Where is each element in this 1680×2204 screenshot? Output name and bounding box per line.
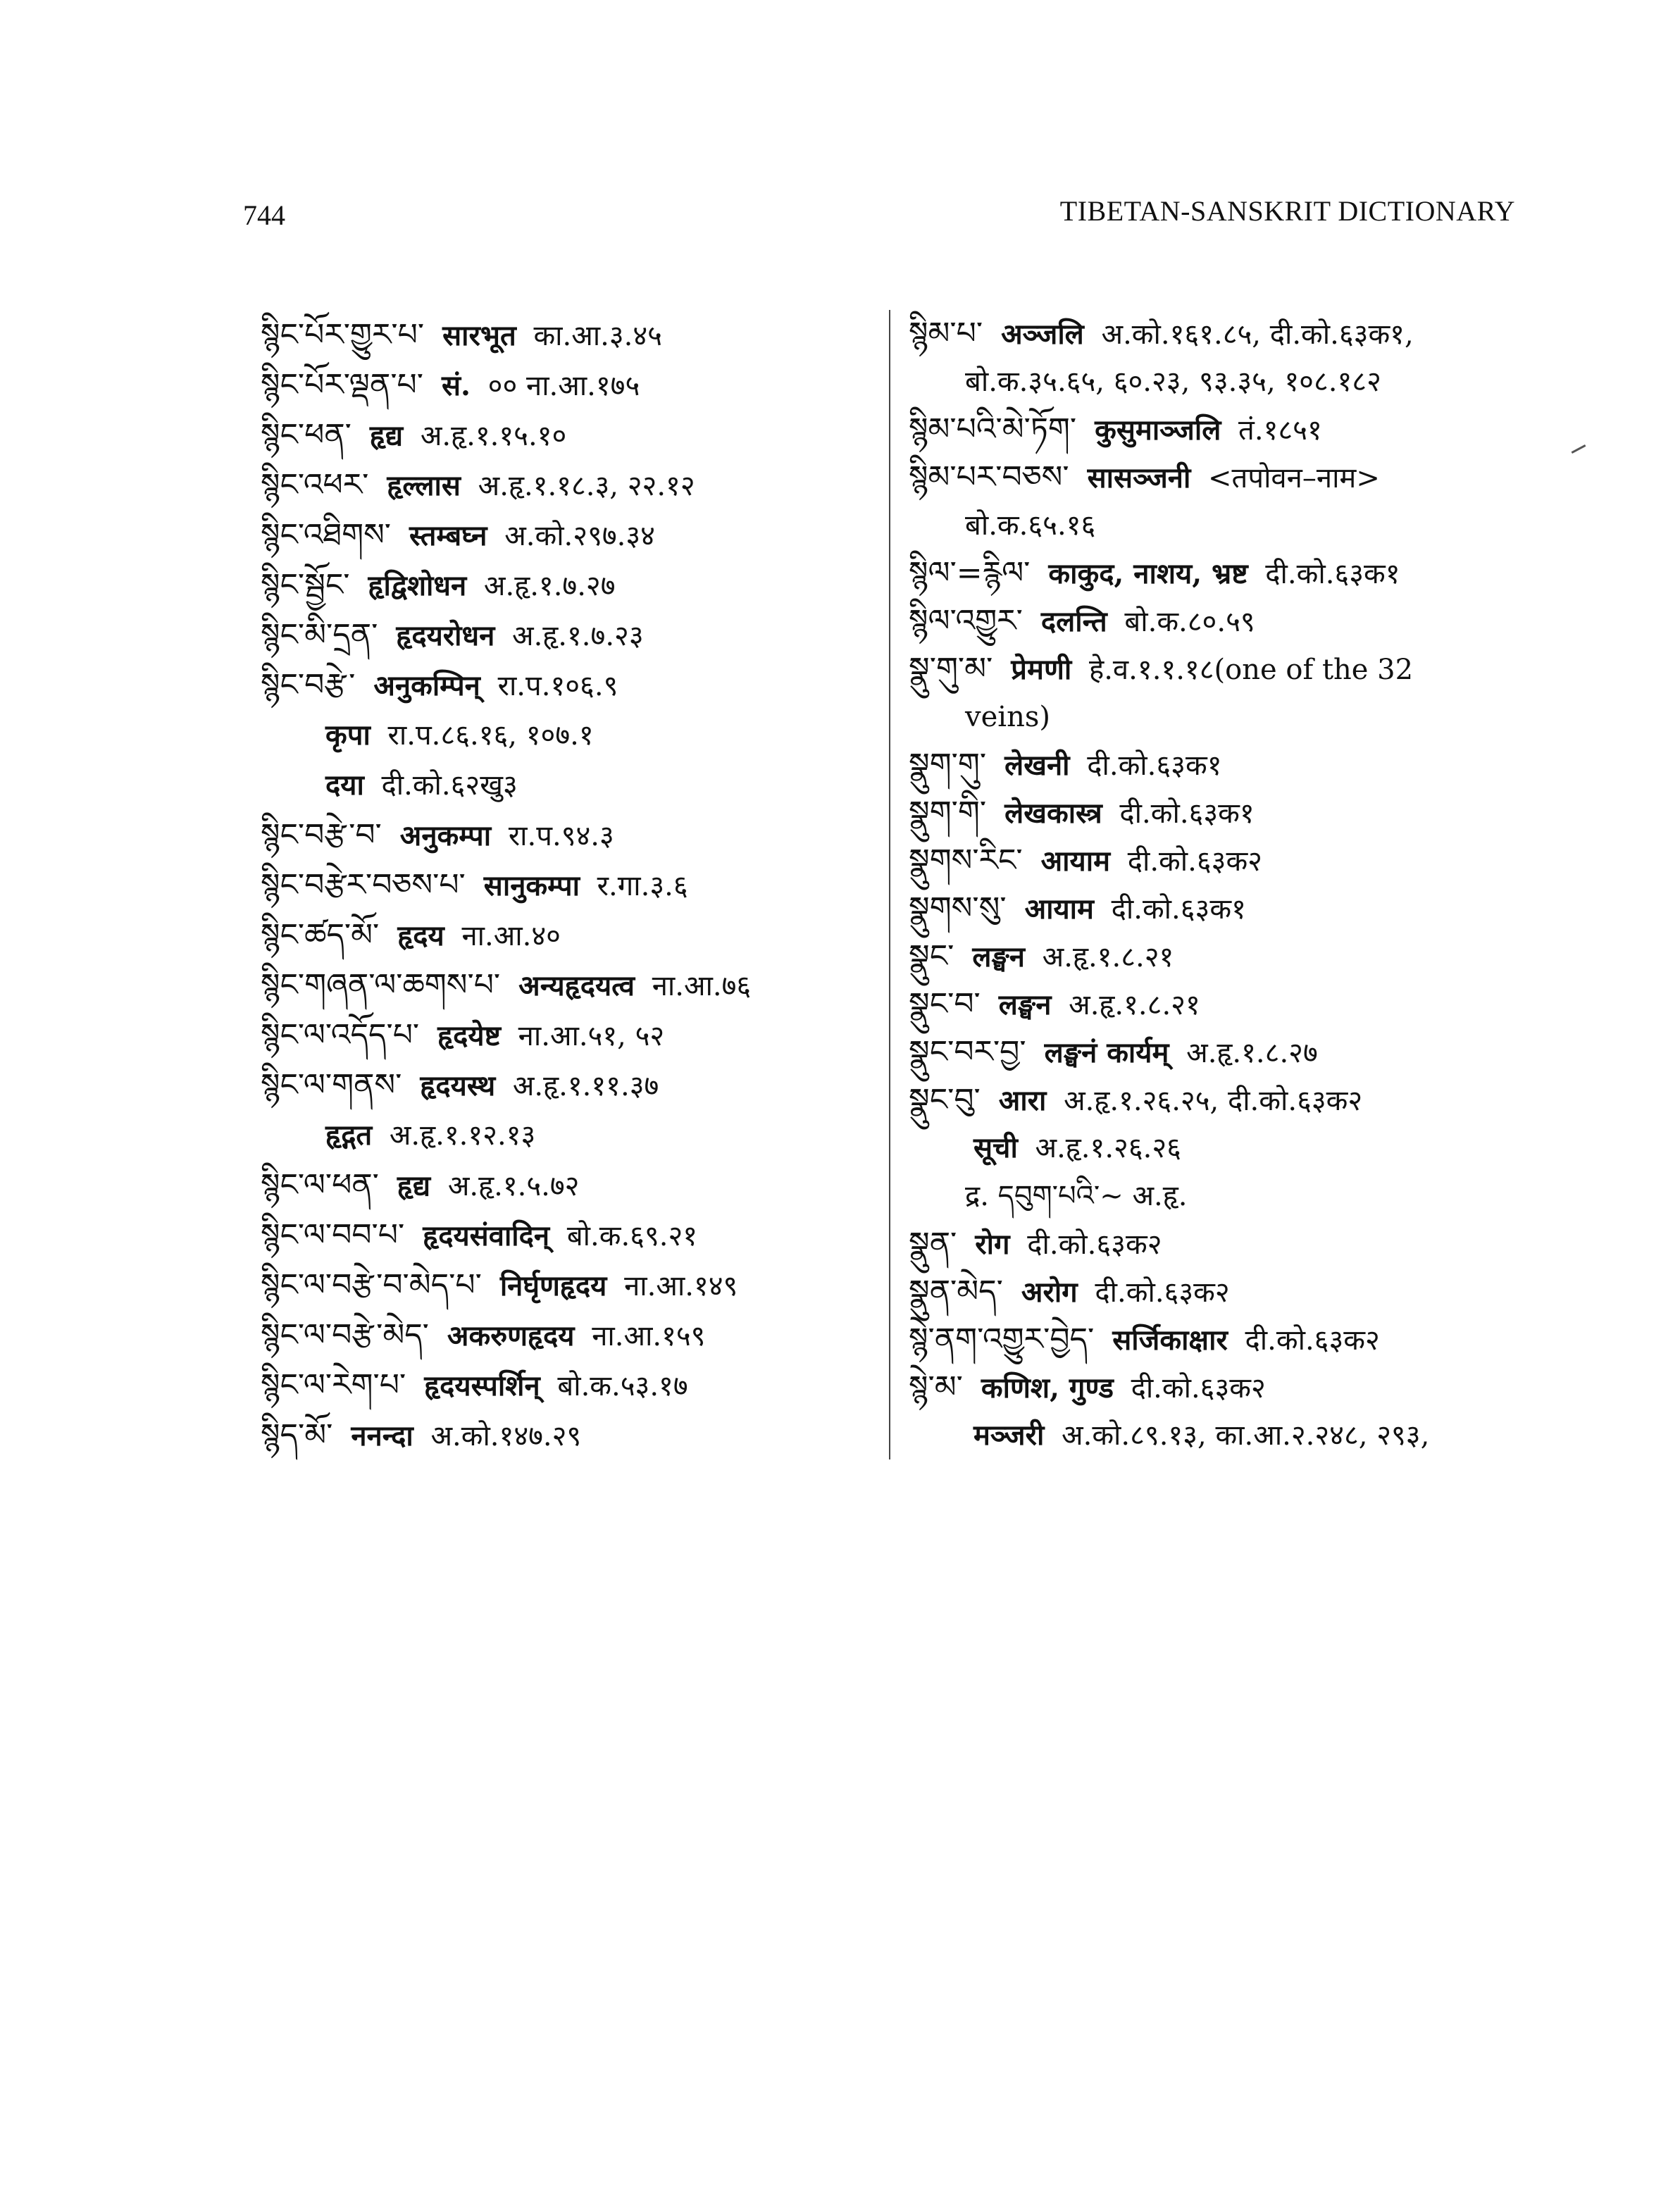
dictionary-line [261, 1060, 881, 1110]
reference-text: ना.आ.१५९ [583, 1320, 706, 1352]
reference-text: ना.आ.४० [452, 920, 561, 952]
right-column [909, 310, 1543, 1459]
dictionary-line [261, 960, 881, 1010]
tibetan-term: སྙིམ་པར་བཅས་ [909, 459, 1069, 495]
dictionary-line [261, 1010, 881, 1060]
reference-text: बो.क.५३.१७ [548, 1370, 688, 1402]
tibetan-term: སྙིང་ལ་བརྩེ་བ་མེད་པ་ [261, 1267, 482, 1303]
reference-text: दी.को.६३क२ [1121, 1372, 1266, 1405]
sanskrit-headword: कृपा [325, 718, 371, 752]
dictionary-line [909, 549, 1543, 597]
sanskrit-headword: सूची [973, 1131, 1018, 1164]
tibetan-term: སྣུག་གི་ [909, 795, 987, 830]
tibetan-term: སྙིམ་པའི་མེ་ཏོག་ [909, 411, 1077, 447]
stray-pen-mark [1572, 444, 1586, 454]
sanskrit-headword: आयाम [1024, 892, 1094, 926]
tibetan-term: སྙིལ་འགྱུར་ [909, 603, 1023, 639]
reference-text: ना.आ.५१, ५२ [509, 1020, 665, 1052]
sanskrit-headword: हृदय [397, 919, 444, 952]
dictionary-line [261, 610, 881, 660]
reference-text: रा.प.८६.१६, १०७.१ [378, 719, 594, 752]
sanskrit-headword: आरा [998, 1084, 1047, 1117]
sanskrit-headword: सासञ्जनी [1087, 461, 1191, 494]
dictionary-line [261, 1310, 881, 1360]
reference-text: दी.को.६३क२ [1236, 1324, 1380, 1357]
sanskrit-headword: हृद्य [369, 419, 404, 452]
sanskrit-headword: अकरुणहृदय [447, 1319, 575, 1352]
running-head: TIBETAN-SANSKRIT DICTIONARY [1059, 195, 1515, 227]
sanskrit-headword: अरोग [1021, 1276, 1078, 1309]
dictionary-line [261, 1210, 881, 1260]
tibetan-term: སྣུང་བུ་ [909, 1082, 981, 1118]
reference-text: दी.को.६३क१ [1102, 893, 1246, 926]
reference-text: ०० ना.आ.१७५ [478, 370, 640, 402]
tibetan-term: སྙིང་ཚད་མོ་ [261, 917, 380, 953]
reference-text: तं.१८५१ [1229, 414, 1322, 447]
dictionary-line [261, 560, 881, 610]
dictionary-line [261, 660, 881, 710]
sanskrit-headword: लङ्घनं कार्यम् [1044, 1036, 1169, 1069]
dictionary-line [909, 789, 1543, 837]
reference-text: अ.हृ.१.५.७२ [439, 1170, 580, 1202]
dictionary-line [909, 597, 1543, 645]
sanskrit-headword: सं. [442, 369, 471, 402]
reference-text: दी.को.६२खु३ [372, 769, 518, 802]
reference-text: ना.आ.७६ [643, 970, 752, 1002]
tibetan-term: སྙིང་འཐིགས་ [261, 517, 392, 553]
tibetan-term: སྙིང་འཕར་ [261, 467, 369, 503]
reference-text: अ.हृ.१.२६.२६ [1026, 1132, 1181, 1164]
reference-text: दी.को.६३क२ [1018, 1228, 1162, 1261]
sanskrit-headword: अनुकम्पिन् [373, 669, 480, 702]
dictionary-line [909, 885, 1543, 933]
tibetan-term: སྙིང་ཕན་ [261, 417, 351, 453]
dictionary-line [909, 837, 1543, 885]
sanskrit-headword: दलन्ति [1040, 605, 1107, 638]
dictionary-line [261, 510, 881, 560]
dictionary-line [909, 645, 1543, 693]
dictionary-line [909, 406, 1543, 454]
tibetan-term: སྙིང་སྦྱོང་ [261, 567, 350, 603]
reference-text: बो.क.८०.५९ [1115, 606, 1255, 638]
sanskrit-headword: हृदयेष्ट [437, 1019, 501, 1052]
sanskrit-headword: काकुद, नाशय, भ्रष्ट [1048, 557, 1248, 590]
dictionary-line [261, 1160, 881, 1210]
reference-text: दी.को.६३क१ [1256, 558, 1400, 590]
sanskrit-headword: कणिश, गुण्ड [981, 1371, 1114, 1405]
dictionary-line [261, 460, 881, 510]
dictionary-line [261, 310, 881, 360]
dictionary-line [261, 760, 881, 810]
sanskrit-headword: स्तम्बघ्न [409, 519, 487, 552]
sanskrit-headword: हृदयस्पर्शिन् [424, 1369, 540, 1402]
dictionary-line [909, 741, 1543, 789]
sanskrit-headword: हृदयरोधन [396, 619, 495, 652]
sanskrit-headword: हृद्विशोधन [368, 569, 467, 602]
dictionary-line [261, 710, 881, 760]
dictionary-line [261, 1360, 881, 1410]
dictionary-line [909, 1172, 1543, 1220]
reference-text: र.गा.३.६ [587, 870, 688, 902]
dictionary-line [909, 1076, 1543, 1124]
tibetan-term: སྣུང་ [909, 938, 954, 974]
tibetan-term: སྙིང་ལ་གནས་ [261, 1067, 402, 1103]
tibetan-term: སྙིང་ལ་བརྩེ་མེད་ [261, 1317, 429, 1353]
tibetan-term: སྙིད་མོ་ [261, 1417, 333, 1453]
sanskrit-headword: सारभूत [442, 319, 516, 352]
dictionary-line [261, 910, 881, 960]
sanskrit-headword: सानुकम्पा [483, 869, 580, 902]
page-number: 744 [243, 199, 285, 231]
reference-text: अ.हृ.१.१५.१० [411, 420, 567, 452]
tibetan-term: སྙིང་གཞན་ལ་ཆགས་པ་ [261, 967, 501, 1003]
tibetan-term: སྙིང་མི་དྲན་ [261, 617, 378, 653]
sanskrit-headword: कुसुमाञ्जलि [1095, 413, 1221, 447]
sanskrit-headword: हृद्य [397, 1169, 431, 1202]
tibetan-term: སྙིམ་པ་ [909, 316, 983, 351]
sanskrit-headword: सर्जिकाक्षार [1112, 1324, 1228, 1357]
tibetan-term: སྣུགས་རིང་ [909, 842, 1023, 878]
reference-text: अ.को.१४७.२९ [421, 1420, 582, 1452]
dictionary-line [261, 410, 881, 460]
dictionary-line [909, 1364, 1543, 1412]
tibetan-term: སྙིང་པོར་ལྡན་པ་ [261, 367, 423, 403]
reference-text: बो.क.३५.६५, ६०.२३, ९३.३५, १०८.१८२ [965, 366, 1381, 398]
reference-text: दी.को.६३क२ [1085, 1276, 1230, 1309]
tibetan-term: སྙིང་ལ་ཕན་ [261, 1167, 379, 1203]
sanskrit-headword: लङ्घन [998, 988, 1052, 1021]
reference-text: रा.प.९४.३ [499, 820, 614, 852]
reference-text: अ.को.८९.१३, का.आ.२.२४८, २९३, [1052, 1419, 1430, 1452]
dictionary-line [909, 693, 1543, 741]
tibetan-term: སྙིལ་=རྙིལ་ [909, 555, 1031, 591]
dictionary-line [909, 1412, 1543, 1459]
sanskrit-headword: अनुकम्पा [399, 819, 492, 852]
sanskrit-headword: दया [325, 768, 364, 802]
tibetan-term: སྣུན་ [909, 1226, 957, 1262]
tibetan-term: སྙིང་ལ་བབ་པ་ [261, 1217, 405, 1253]
column-divider [889, 310, 890, 1459]
sanskrit-headword: अञ्जलि [1001, 318, 1084, 351]
reference-text: का.आ.३.४५ [524, 320, 662, 352]
reference-text: अ.हृ.१.११.३७ [504, 1070, 659, 1102]
dictionary-line [261, 1260, 881, 1310]
sanskrit-headword: हृद्गत [325, 1119, 373, 1152]
tibetan-term: སྙེ་ནག་འགྱུར་བྱེད་ [909, 1321, 1095, 1357]
sanskrit-headword: अन्यहृदयत्व [518, 969, 635, 1002]
dictionary-line [261, 1410, 881, 1460]
tibetan-term: སྣུང་བར་བྱ་ [909, 1034, 1026, 1070]
sanskrit-headword: लङ्घन [972, 940, 1025, 973]
sanskrit-headword: लेखकास्त्र [1004, 797, 1102, 830]
tibetan-term: སྙིང་ལ་འདོད་པ་ [261, 1017, 420, 1053]
sanskrit-headword: हृल्लास [387, 469, 461, 502]
dictionary-line [261, 810, 881, 860]
reference-text: बो.क.६९.२१ [558, 1220, 698, 1252]
sanskrit-headword: प्रेमणी [1011, 653, 1072, 686]
sanskrit-headword: ननन्दा [351, 1419, 413, 1452]
dictionary-line [909, 454, 1543, 502]
reference-text: veins) [965, 701, 1050, 733]
dictionary-line [909, 980, 1543, 1028]
reference-text: अ.हृ.१.२६.२५, दी.को.६३क२ [1054, 1085, 1363, 1117]
sanskrit-headword: हृदयस्थ [420, 1069, 496, 1102]
dictionary-line [909, 358, 1543, 406]
tibetan-term: སྙིང་བརྩེར་བཅས་པ་ [261, 867, 466, 903]
dictionary-line [909, 1124, 1543, 1172]
tibetan-term: སྣུང་བ་ [909, 986, 981, 1022]
reference-text: अ.हृ.१.८.२७ [1177, 1037, 1318, 1069]
tibetan-term: སྙིང་བརྩེ་བ་ [261, 817, 382, 853]
sanskrit-headword: मञ्जरी [973, 1419, 1045, 1452]
dictionary-line [909, 1220, 1543, 1268]
reference-text: <तपोवन–नाम> [1199, 462, 1380, 494]
tibetan-term: སྙེ་མ་ [909, 1369, 963, 1405]
sanskrit-headword: निर्घृणहृदय [499, 1269, 607, 1302]
dictionary-line [261, 860, 881, 910]
sanskrit-headword: हृदयसंवादिन् [423, 1219, 550, 1252]
reference-text: बो.क.६५.१६ [965, 509, 1096, 542]
reference-text: अ.हृ.१.१२.१३ [380, 1119, 536, 1152]
sanskrit-headword: रोग [975, 1228, 1010, 1261]
reference-text: ना.आ.१४९ [615, 1270, 738, 1302]
sanskrit-headword: आयाम [1040, 845, 1111, 878]
tibetan-term: སྣུན་མེད་ [909, 1274, 1003, 1309]
reference-text: दी.को.६३क२ [1119, 845, 1262, 878]
sanskrit-headword: लेखनी [1004, 749, 1070, 782]
dictionary-line [909, 310, 1543, 358]
dictionary-line [261, 360, 881, 410]
reference-text: रा.प.१०६.९ [488, 670, 618, 702]
tibetan-term: སྙིང་བརྩེ་ [261, 667, 356, 703]
reference-text: अ.हृ.१.८.२१ [1059, 989, 1200, 1021]
tibetan-term: སྙིང་པོར་གྱུར་པ་ [261, 317, 425, 353]
reference-text: द्र. དབུག་པའི་~ अ.हृ. [965, 1180, 1188, 1212]
reference-text: हे.व.१.१.१८(one of the 32 [1080, 654, 1414, 686]
reference-text: अ.हृ.१.८.२१ [1033, 941, 1174, 973]
reference-text: अ.हृ.१.७.२३ [503, 620, 644, 652]
reference-text: अ.को.१६१.८५, दी.को.६३क१, [1092, 318, 1414, 351]
left-column [261, 310, 881, 1460]
tibetan-term: སྙིང་ལ་རེག་པ་ [261, 1367, 406, 1403]
dictionary-line [909, 1028, 1543, 1076]
reference-text: अ.हृ.१.७.२७ [475, 570, 616, 602]
reference-text: अ.को.२९७.३४ [495, 520, 655, 552]
reference-text: अ.हृ.१.१८.३, २२.१२ [468, 470, 695, 502]
dictionary-line [909, 1316, 1543, 1364]
tibetan-term: སྣུ་གུ་མ་ [909, 651, 993, 687]
tibetan-term: སྣུག་གུ་ [909, 747, 987, 783]
dictionary-line [909, 502, 1543, 549]
tibetan-term: སྣུགས་སུ་ [909, 890, 1007, 926]
dictionary-line [261, 1110, 881, 1160]
dictionary-line [909, 1268, 1543, 1316]
reference-text: दी.को.६३क१ [1110, 797, 1255, 830]
reference-text: दी.को.६३क१ [1078, 749, 1222, 782]
dictionary-line [909, 933, 1543, 980]
